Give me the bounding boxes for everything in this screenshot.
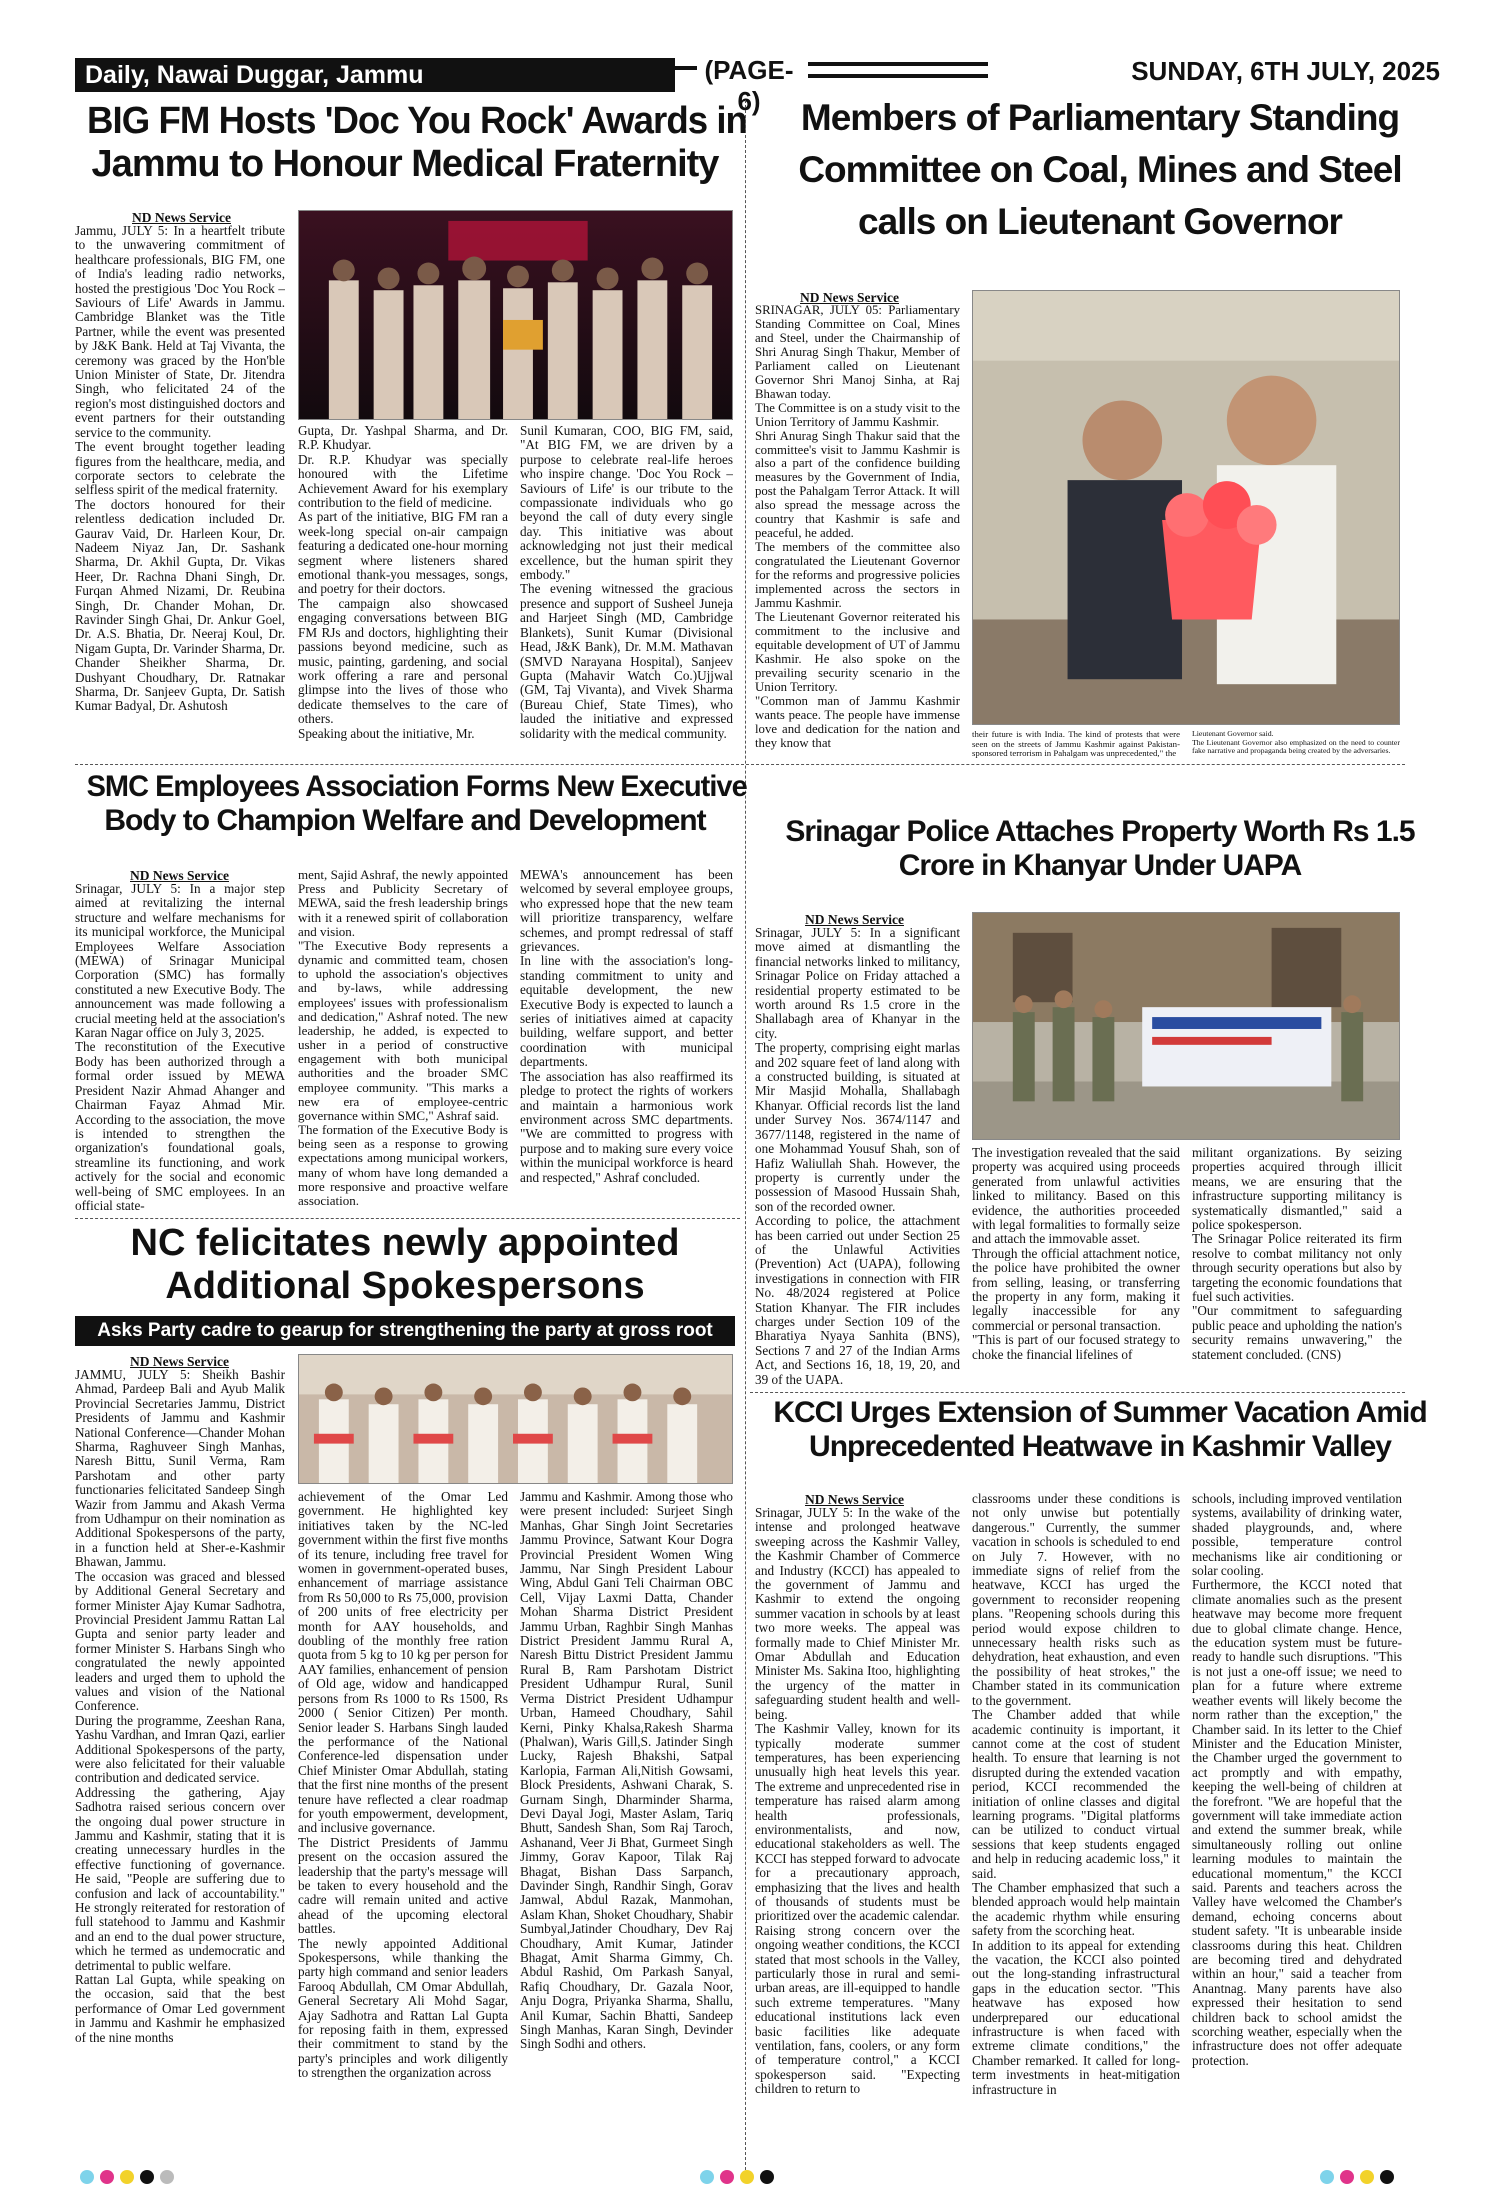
article6-headline-line1: KCCI Urges Extension of Summer Vacation Amid xyxy=(773,1396,1427,1429)
dot-cyan-icon xyxy=(80,2170,94,2184)
dot-yellow-icon xyxy=(120,2170,134,2184)
dot-cyan-icon xyxy=(1320,2170,1334,2184)
article4-byline: ND News Service xyxy=(805,912,904,927)
issue-date: SUNDAY, 6TH JULY, 2025 xyxy=(1131,56,1440,86)
article3-col3: MEWA's announcement has been welcomed by several employee groups, who expressed hope that the new team will prioritize transparency, welfare schemes, and prompt redressal of staff grievances. In line with the association's long-standing commitment to unity and equitable development, the new Executive Body is expected to launch a series of initiatives aimed at capacity building, welfare support, and better coordination with municipal departments. The association has also reaffirmed its pledge to protect the rights of workers and maintain a harmonious work environment across SMC departments. "We are committed to progress with purpose and to making sure every voice within the municipal workforce is heard and respected," Ashraf concluded. xyxy=(520,868,733,1185)
article5-col1: JAMMU, JULY 5: Sheikh Bashir Ahmad, Pardeep Bali and Ayub Malik Provincial Secretaries Jammu, District Presidents of Jammu and Kashmir National Conference—Chander Mohan Sharma, Raghuveer Singh Manhas, Naresh Bittu, Sunil Verma, Ram Parshotam and other party functionaries felicitated Sandeep Singh Wazir from Jammu and Akash Verma from Udhampur on their nomination as Additional Spokespersons of the party, in a function held at Sher-e-Kashmir Bhawan, Jammu. The occasion was graced and blessed by Additional General Secretary and former Minister Ajay Kumar Sadhotra, Provincial President Jammu Rattan Lal Gupta and senior party leader and former Minister S. Harbans Singh who congratulated the newly appointed leaders and urged them to uphold the values and vision of the National Conference. During the programme, Zeeshan Rana, Yashu Vardhan, and Imran Qazi, earlier Additional Spokespersons of the party, were also felicitated for their valuable contribution and dedicated service. Addressing the gathering, Ajay Sadhotra raised serious concern over the ongoing dual power structure in Jammu and Kashmir, stating that it is creating unnecessary hurdles in the effective functioning of governance. He said, "People are suffering due to confusion and lack of accountability." He strongly reiterated for restoration of full statehood to Jammu and Kashmir and an end to the dual power structure, which he termed as undemocratic and detrimental to public welfare. Rattan Lal Gupta, while speaking on the occasion, said that the best performance of Omar Led government in Jammu and Kashmir he emphasized of the nine months xyxy=(75,1368,285,2045)
article5-headline xyxy=(75,1222,735,1307)
article4-photo xyxy=(972,912,1400,1140)
dot-magenta-icon xyxy=(720,2170,734,2184)
article2-photo xyxy=(972,290,1400,725)
article4-col2: The investigation revealed that the said property was acquired using proceeds generated from unlawful activities linked to militancy. Based on this evidence, the authorities proceeded with legal formalities to formally seize and attach the immovable asset. Through the official attachment notice, the police have prohibited the owner from selling, leasing, or transferring the property in any form, making it legally inaccessible for any commercial or personal transaction. "This is part of our focused strategy to choke the financial lifelines of xyxy=(972,1146,1180,1362)
article1-headline-line1: BIG FM Hosts 'Doc You Rock' Awards in xyxy=(87,100,747,142)
article5-col2: achievement of the Omar Led government. He highlighted key initiatives taken by the NC-led government within the first five months of its tenure, including free travel for women in government-operated buses, enhancement of marriage assistance from Rs 50,000 to Rs 75,000, provision of 200 units of free electricity per month for AAY households, and doubling of the monthly free ration quota from 5 kg to 10 kg per person for AAY families, enhancement of pension of Old age, widow and handicapped persons from Rs 1000 to Rs 1500, Rs 2000 ( Senior Citizen) Per month. Senior leader S. Harbans Singh lauded the performance of the National Conference-led dispensation under Chief Minister Omar Abdullah, stating that the first nine months of the present tenure have reflected a clear roadmap for youth empowerment, development, and inclusive governance. The District Presidents of Jammu present on the occasion assured the leadership that the party's message will be taken to every household and the cadre will remain united and active ahead of the upcoming electoral battles. The newly appointed Additional Spokespersons, while thanking the party high command and senior leaders Farooq Abdullah, CM Omar Abdullah, General Secretary Ali Mohd Sagar, Ajay Sadhotra and Rattan Lal Gupta for reposing faith in them, expressed their commitment to stand by the party's principles and work diligently to strengthen the organization across xyxy=(298,1490,508,2081)
article5-subhead: Asks Party cadre to gearup for strengthening the party at gross root xyxy=(75,1316,735,1346)
masthead-rule-right-2 xyxy=(808,74,988,78)
article6-headline xyxy=(755,1396,1445,1463)
article6-col1: Srinagar, JULY 5: In the wake of the intense and prolonged heatwave sweeping across the Kashmir Valley, the Kashmir Chamber of Commerce and Industry (KCCI) has appealed to the government of Jammu and Kashmir to extend the ongoing summer vacation in schools by at least two more weeks. The appeal was formally made to Chief Minister Mr. Omar Abdullah and Education Minister Ms. Sakina Itoo, highlighting the urgency of the matter in safeguarding student health and well-being. The Kashmir Valley, known for its typically moderate summer temperatures, has been experiencing unusually high heat levels this year. The extreme and unprecedented rise in temperature has raised alarm among health professionals, environmentalists, and now, educational stakeholders as well. The KCCI has stepped forward to advocate for a precautionary approach, emphasizing that the lives and health of thousands of students must be prioritized over the academic calendar. Raising strong concern over the ongoing weather conditions, the KCCI stated that most schools in the Valley, particularly those in rural and semi-urban areas, are ill-equipped to handle such extreme temperatures. "Many educational institutions lack even basic facilities like adequate ventilation, fans, coolers, or any form of temperature control," a KCCI spokesperson said. "Expecting children to return to xyxy=(755,1506,960,2097)
section-divider-2 xyxy=(75,1218,740,1219)
page-number: (PAGE-6) xyxy=(704,55,794,116)
article3-byline: ND News Service xyxy=(130,868,229,883)
article1-photo xyxy=(298,210,733,420)
article5-headline-line1: NC felicitates newly appointed xyxy=(130,1222,680,1264)
article6-byline: ND News Service xyxy=(805,1492,904,1507)
article1-headline-line2: Jammu to Honour Medical Fraternity xyxy=(91,142,719,185)
article2-byline: ND News Service xyxy=(800,290,899,305)
article5-byline: ND News Service xyxy=(130,1354,229,1369)
article3-headline-line1: SMC Employees Association Forms New Executive xyxy=(86,770,747,803)
article1-headline xyxy=(75,100,747,185)
article2-headline-line1: Members of Parliamentary Standing xyxy=(800,97,1400,138)
dot-yellow-icon xyxy=(1360,2170,1374,2184)
masthead-rule-right xyxy=(808,62,988,66)
dot-black-icon xyxy=(140,2170,154,2184)
article3-col1: Srinagar, JULY 5: In a major step aimed at revitalizing the internal structure and welfare mechanisms for its municipal workforce, the Municipal Employees Welfare Association (MEWA) of Srinagar Municipal Corporation (SMC) has formally constituted a new Executive Body. The announcement was made following a crucial meeting held at the association's Karan Nagar office on July 3, 2025. The reconstitution of the Executive Body has been authorized through a formal order issued by MEWA President Nazir Ahmad Ahanger and Chairman Fayaz Ahmad Mir. According to the association, the move is intended to strengthen the organization's foundational goals, streamline its functioning, and work actively for the social and economic well-being of SMC employees. In an official state- xyxy=(75,882,285,1212)
article4-col3: militant organizations. By seizing properties acquired through illicit means, we are ensuring that the infrastructure supporting militancy is systematically dismantled," said a police spokesperson. The Srinagar Police reiterated its firm resolve to combat militancy not only through security operations but also by targeting the economic foundations that fuel such activities. "Our commitment to safeguarding public peace and upholding the nation's security remains unwavering," the statement concluded. (CNS) xyxy=(1192,1146,1402,1362)
article1-col3: Sunil Kumaran, COO, BIG FM, said, "At BIG FM, we are driven by a purpose to celebrate real-life heroes who inspire change. 'Doc You Rock – Saviours of Life' is our tribute to the compassionate individuals who go beyond the call of duty every single day. This initiative was about acknowledging not just their medical excellence, but the human spirit they embody." The evening witnessed the gracious presence and support of Susheel Juneja and Harjeet Singh (MD, Cambridge Blankets), Sunit Kumar (Divisional Head, J&K Bank), Dr. M.M. Mathavan (SMVD Narayana Hospital), Sanjeev Gupta (Mahavir Watch Co.)Ujjwal (GM, Taj Vivanta), and Vivek Sharma (Bureau Chief, State Times), who lauded the initiative and expressed solidarity with the medical community. xyxy=(520,424,733,741)
dot-black-icon xyxy=(1380,2170,1394,2184)
article3-col2: ment, Sajid Ashraf, the newly appointed Press and Publicity Secretary of MEWA, said the fresh leadership brings with it a renewed spirit of collaboration and vision. "The Executive Body represents a dynamic and committed team, chosen to uphold the association's objectives and by-laws, while addressing employees' issues with professionalism and dedication," Ashraf noted. The new leadership, he added, is expected to usher in a period of constructive engagement with both municipal authorities and the broader SMC employee community. "This marks a new era of employee-centric governance within SMC," Ashraf said. The formation of the Executive Body is being seen as a response to growing expectations among municipal workers, many of whom have long demanded a more responsive and proactive welfare association. xyxy=(298,868,508,1208)
article2-col3: Lieutenant Governor said. The Lieutenant Governor also emphasized on the need to counter fake narrative and propaganda being created by the adversaries. xyxy=(1192,730,1400,755)
article3-headline-line2: Body to Champion Welfare and Development xyxy=(104,803,706,837)
column-divider xyxy=(745,100,746,2170)
article6-headline-line2: Unprecedented Heatwave in Kashmir Valley xyxy=(809,1429,1391,1463)
article5-col3: Jammu and Kashmir. Among those who were present included: Surjeet Singh Manhas, Ghar Singh Joint Secretaries Jammu Province, Satwant Kour Dogra Provincial President Women Wing Jammu, Nar Singh President Labour Wing, Abdul Gani Teli Chairman OBC Cell, Vijay Laxmi Datta, Chander Mohan Sharma District President Jammu Urban, Raghbir Singh Manhas District President Jammu Rural A, Naresh Bittu District President Jammu Rural B, Ram Parshotam District President Udhampur Rural, Sunil Verma District President Udhampur Urban, Hameed Choudhary, Sahil Kerni, Pinky Khalsa,Rakesh Sharma (Phalwan), Waris Gill,S. Jatinder Singh Lucky, Rajesh Bhakshi, Satpal Karlopia, Farman Ali,Nitish Gowsami, Block Presidents, Ashwani Charak, S. Gurnam Singh, Dharminder Sharma, Devi Dayal Jogi, Master Aslam, Tariq Bhutt, Sandesh Shan, Som Raj Taroch, Ashanand, Veer Ji Bhat, Gurmeet Singh Jimmy, Gorav Kapoor, Tilak Raj Bhagat, Bishan Dass Sarpanch, Davinder Singh, Randhir Singh, Gorav Jamwal, Abdul Razak, Manmohan, Aslam Khan, Shoket Choudhary, Shabir Sumbyal,Jatinder Choudhary, Dev Raj Choudhary, Amit Kumar, Jatinder Bhagat, Amit Sharma Gimmy, Ch. Abdul Rashid, Om Parkash Sanyal, Rafiq Choudhary, Dr. Gazala Noor, Anju Dogra, Priyanka Sharma, Shallu, Anil Kumar, Sachin Bhatti, Sandeep Singh Manhas, Karan Singh, Devinder Singh Sodhi and others. xyxy=(520,1490,733,2052)
article2-headline xyxy=(755,92,1445,247)
article1-col1: Jammu, JULY 5: In a heartfelt tribute to the unwavering commitment of healthcare professionals, BIG FM, one of India's leading radio networks, hosted the prestigious 'Doc You Rock – Saviours of Life' Awards in Jammu. Cambridge Blanket was the Title Partner, while the event was presented by J&K Bank. Held at Taj Vivanta, the ceremony was graced by the Hon'ble Union Minister of State, Dr. Jitendra Singh, who felicitated 24 of the region's most distinguished doctors and event partners for their outstanding service to the community. The event brought together leading figures from the healthcare, media, and corporate sectors to celebrate the selfless spirit of the medical fraternity. The doctors honoured for their relentless dedication included Dr. Gaurav Vaid, Dr. Harleen Kour, Dr. Nadeem Niyaz Jan, Dr. Sashank Sharma, Dr. Akhil Gupta, Dr. Vikas Heer, Dr. Rachna Dhani Singh, Dr. Furqan Ahmed Nizami, Dr. Reubina Singh, Dr. Chander Mohan, Dr. Ravinder Singh Ghai, Dr. Ankur Goel, Dr. A.S. Bhatia, Dr. Neeraj Koul, Dr. Nigam Gupta, Dr. Varinder Sharma, Dr. Chander Sheikher Sharma, Dr. Dushyant Choudhary, Dr. Ratnakar Sharma, Dr. Sanjeev Gupta, Dr. Satish Kumar Badyal, Dr. Ashutosh xyxy=(75,224,285,714)
article2-headline-line3: calls on Lieutenant Governor xyxy=(858,200,1342,242)
article4-headline xyxy=(755,815,1445,882)
article5-photo xyxy=(298,1354,733,1484)
paper-name: Daily, Nawai Duggar, Jammu xyxy=(75,58,675,92)
print-registration-dots-icon xyxy=(0,2170,1500,2186)
section-divider-3 xyxy=(750,1392,1405,1393)
article4-headline-line1: Srinagar Police Attaches Property Worth Rs 1.5 xyxy=(785,815,1415,848)
article2-headline-line2: Committee on Coal, Mines and Steel xyxy=(798,148,1402,190)
section-divider-1 xyxy=(75,764,1405,765)
dot-black-icon xyxy=(760,2170,774,2184)
dot-grey-icon xyxy=(160,2170,174,2184)
article6-col2: classrooms under these conditions is not only unwise but potentially dangerous." Currently, the summer vacation in schools is scheduled to end on July 7. However, with no immediate signs of relief from the heatwave, KCCI has urged the government to reconsider reopening plans. "Reopening schools during this period would expose children to unnecessary health risks such as dehydration, heat exhaustion, and even the possibility of heat strokes," the Chamber stated in its communication to the government. The Chamber added that while academic continuity is important, it cannot come at the cost of student health. To ensure that learning is not disrupted during the extended vacation period, KCCI recommended the initiation of online classes and digital learning programs. "Digital platforms can be utilized to conduct virtual sessions that keep students engaged and help in reducing academic loss," it said. The Chamber emphasized that such a blended approach would help maintain the academic rhythm while ensuring safety from the scorching heat. In addition to its appeal for extending the vacation, the KCCI also pointed out the long-standing infrastructural gaps in the education sector. "This heatwave has exposed how underprepared our educational infrastructure is when faced with extreme climate conditions," the Chamber remarked. It called for long-term investments in heat-mitigation infrastructure in xyxy=(972,1492,1180,2097)
article1-byline: ND News Service xyxy=(132,210,231,225)
article2-col2: their future is with India. The kind of protests that were seen on the streets of Jammu Kashmir against Pakistan- sponsored terrorism in Pahalgam was unprecedented," the xyxy=(972,730,1180,759)
article3-headline xyxy=(75,770,747,837)
dot-yellow-icon xyxy=(740,2170,754,2184)
dot-cyan-icon xyxy=(700,2170,714,2184)
article4-col1: Srinagar, JULY 5: In a significant move aimed at dismantling the financial networks linked to militancy, Srinagar Police on Friday attached a residential property estimated to be worth around Rs 1.5 crore in the Shallabagh area of Khanyar in the city. The property, comprising eight marlas and 202 square feet of land along with a constructed building, is situated at Mir Masjid Mohalla, Shallabagh Khanyar. Official records list the land under Survey Nos. 3674/1147 and 3677/1148, registered in the name of one Mohammad Yousuf Shah, son of Hafiz Waliullah Shah. However, the property is currently under the possession of Masood Hussain Shah, son of the recorded owner. According to police, the attachment has been carried out under Section 25 of the Unlawful Activities (Prevention) Act (UAPA), following investigations in connection with FIR No. 48/2024 registered at Police Station Khanyar. The FIR includes charges under Section 109 of the Bharatiya Nyaya Sanhita (BNS), Sections 7 and 27 of the Indian Arms Act, and Sections 16, 18, 19, 20, and 39 of the UAPA. xyxy=(755,926,960,1387)
article2-col1: SRINAGAR, JULY 05: Parliamentary Standing Committee on Coal, Mines and Steel, under the Chairmanship of Shri Anurag Singh Thakur, Member of Parliament called on Lieutenant Governor Shri Manoj Sinha, at Raj Bhawan today. The Committee is on a study visit to the Union Territory of Jammu Kashmir. Shri Anurag Singh Thakur said that the committee's visit to Jammu Kashmir is also a part of the confidence building measures by the Government of India, post the Pahalgam Terror Attack. It will also spread the message across the country that Kashmir is safe and peaceful, he added. The members of the committee also congratulated the Lieutenant Governor for the reforms and progressive policies implemented across the sectors in Jammu Kashmir. The Lieutenant Governor reiterated his commitment to the inclusive and equitable development of UT of Jammu Kashmir. He also spoke on the prevailing security scenario in the Union Territory. "Common man of Jammu Kashmir wants peace. The people have immense love and dedication for the nation and they know that xyxy=(755,304,960,750)
article1-col2: Gupta, Dr. Yashpal Sharma, and Dr. R.P. Khudyar. Dr. R.P. Khudyar was specially honoured with the Lifetime Achievement Award for his exemplary contribution to the field of medicine. As part of the initiative, BIG FM ran a week-long special on-air campaign featuring a dedicated one-hour morning segment where listeners shared emotional thank-you messages, songs, and poetry for their doctors. The campaign also showcased engaging conversations between BIG FM RJs and doctors, highlighting their passions beyond medicine, such as music, painting, gardening, and social work offering a rare and personal glimpse into the lives of those who dedicate themselves to the care of others. Speaking about the initiative, Mr. xyxy=(298,424,508,741)
article5-headline-line2: Additional Spokespersons xyxy=(165,1264,645,1307)
article6-col3: schools, including improved ventilation systems, availability of drinking water, shaded playgrounds, and, where possible, temperature control mechanisms like air conditioning or solar cooling. Furthermore, the KCCI noted that climate anomalies such as the present heatwave may become more frequent due to global climate change. Hence, the education system must be future-ready to handle such disruptions. "This is not just a one-off issue; we need to plan for a future where extreme weather events will likely become the norm rather than the exception," the Chamber said. In its letter to the Chief Minister and the Education Minister, the Chamber urged the government to act promptly and with empathy, keeping the well-being of children at the forefront. "We are hopeful that the government will take immediate action and extend the summer break, while simultaneously rolling out online learning modules to maintain the educational momentum," the KCCI said. Parents and teachers across the Valley have welcomed the Chamber's demand, echoing concerns about student safety. "It is unbearable inside classrooms during this heat. Children are becoming tired and dehydrated within an hour," said a teacher from Anantnag. Many parents have also expressed their hesitation to send children back to school amidst the scorching weather, especially when the infrastructure does not offer adequate protection. xyxy=(1192,1492,1402,2068)
dot-magenta-icon xyxy=(100,2170,114,2184)
article4-headline-line2: Crore in Khanyar Under UAPA xyxy=(898,848,1302,882)
dot-magenta-icon xyxy=(1340,2170,1354,2184)
